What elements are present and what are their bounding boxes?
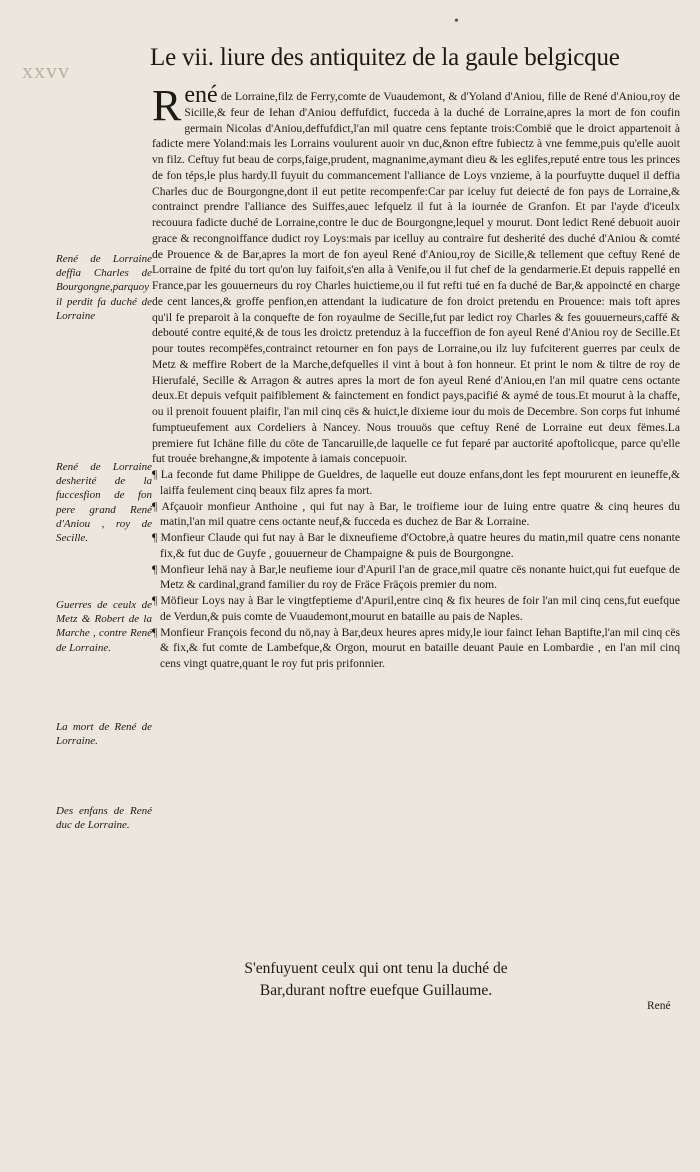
margin-note: René de Lorraine desherité de la fuccesfion de fon pere grand René d'Aniou , roy de Secille.	[56, 461, 152, 545]
ink-dot: •	[454, 14, 459, 29]
section-loys: ¶ Möfieur Loys nay à Bar le vingtfeptieme d'Apuril,entre cinq & fix heures de foir l'an mil cinq cens,fut euefque de Verdun,& puis comte de Vuaudemont,mourut en bataille au pais de Naples.	[152, 594, 680, 623]
paragraph-rene	[152, 81, 680, 467]
first-word: ené	[184, 82, 218, 108]
margin-note: La mort de René de Lorraine.	[56, 721, 152, 748]
catchword: René	[647, 1000, 671, 1012]
margin-note: René de Lorraine deffia Charles de Bourgongne,parquoy il perdit fa duché de Lorraine	[56, 253, 152, 322]
paragraph-text: de Lorraine,filz de Ferry,comte de Vuaudemont, & d'Yoland d'Aniou, fille de René d'Aniou,roy de Sicille,& feur de Iehan d'Aniou deffufdict, fucceda à la duché de Lorraine,apres la mort de fon coufin germain Nicolas d'Aniou,deffufdict,l'an mil quatre cens feptante trois:Combië que le droict appartenoit à fadicte mere Yoland:mais les Lorrains voulurent auoir vn duc,&non eftre fubiectz à vne femme,puis qu'elle auoit vn filz. Ceftuy fut beau de corps,faige,prudent, magnanime,aymant dieu & les eglifes,reputé entre tous les princes de fon téps,le plus hardy.Il fuyuit du commancement l'alliance de Loys vnzieme, à la pourfuytte duquel il deffia Charles duc de Bourgongne,dont il eut petite recompenfe:Car par iceluy fut deiecté de fon pays de Lorraine,& contrainct prendre l'alliance des Suiffes,auec lefquelz il fut à la iournée de Granfon. Et par l'ayde d'iceulx recouura fadicte duché de Lorraine,contre le duc de Bourgongne,lequel y mourut. Dont ledict René debuoit auoir grace & recongnoiffance dudict roy Loys:mais par icelluy au contraire fut desherité des duché d'Aniou & comté de Prouence & de Bar,apres la mort de fon ayeul René d'Aniou,roy de Sicille,& tellement que ceftuy René de Lorraine de fpité du tort qu'on luy faifoit,s'en alla à Venife,ou il fut chef de la gendarmerie.Et depuis rappellé en France,par les gouuerneurs du roy Charles huictieme,ou il fut refti tué en fa duché de Bar,& appoincté en charge de cent lances,& groffe penfion,en attendant la iudicature de fon droict pretendu en Prouence: mais toft apres qu'il fe preparoit à la conquefte de fon royaulme de Secille,fut par ledict roy Charles & fes gouuerneurs,caffé & debouté contre equité,& de tous les droictz pretenduz à la fucceffion de fon ayeul René d'Aniou roy de Secille.Et pour toutes recompëfes,contrainct retourner en fon pays de Lorraine,ou ilz luy fufciterent guerres par ceulx de Metz & meffire Robert de la Marche,defquelles il vint à bout à fon honneur. Et print le nom & tiltre de roy de Hierufalé, Secille & Arragon & autres apres la mort de fon ayeul René d'Aniou,en l'an mil quatre cens octante deux.Et depuis vefquit paifiblement & fainctement en fondict pays,pacifié & aymé de tous.Et mourut à la chaffe, ou il prenoit fouuent plaifir, l'an mil cinq cës & huict,le dixieme iour du mois de Decembre. Son corps fut inhumé fumptueufement aux Cordeliers à Nancey. Nous trouuös que ceftuy René de Lorraine eut deux fëmes.La premiere fut Ichäne fille du cöte de Tancaruille,de laquelle ce fut feparé par auctorité apoftolicque, parce qu'elle fut trouée brehangne,& impotente à iamais concepuoir.	[152, 90, 680, 466]
section-philippe: ¶ La feconde fut dame Philippe de Gueldres, de laquelle eut douze enfans,dont les fept moururent en ieuneffe,& laiffa feulement cinq beaux filz apres fa mort.	[152, 468, 680, 497]
margin-note: Guerres de ceulx de Metz & Robert de la Marche , contre René de Lorraine.	[56, 599, 152, 654]
section-iehan: ¶ Monfieur Iehä nay à Bar,le neufieme iour d'Apuril l'an de grace,mil quatre cës nonante huict,qui fut euefque de Metz & cardinal,grand familier du roy de Fräce Fräçois premier du nom.	[152, 562, 680, 592]
drop-cap: R	[152, 81, 182, 130]
section-anthoine: ¶ Afçauoir monfieur Anthoine , qui fut nay à Bar, le troifieme iour de Iuing entre quatre & cinq heures du matin,l'an mil quatre cens octante neuf,& fucceda es duchez de Bar & Lorraine.	[152, 499, 680, 529]
folio-mark: xxvv	[22, 58, 70, 83]
margin-note: Des enfans de René duc de Lorraine.	[56, 805, 152, 832]
section-francois: ¶ Monfieur François fecond du nö,nay à Bar,deux heures apres midy,le iour fainct Iehan Baptifte,l'an mil cinq cës & fix,& fut comte de Lambefque,& Orgon, mourut en bataille deuant Pauie en Lombardie , en l'an mil cinq cens vingt quatre,quant le roy fut pris prifonnier.	[152, 625, 680, 670]
running-title: Le vii. liure des antiquitez de la gaule belgicque	[150, 44, 620, 71]
main-text	[152, 81, 680, 672]
section-heading: S'enfuyuent ceulx qui ont tenu la duché de Bar,durant noftre euefque Guillaume.	[244, 960, 508, 999]
section-claude: ¶ Monfieur Claude qui fut nay à Bar le dixneufieme d'Octobre,à quatre heures du matin,mil quatre cens nonante fix,& fut duc de Guyfe , gouuerneur de Champaigne & puis de Bourgongne.	[152, 531, 680, 560]
